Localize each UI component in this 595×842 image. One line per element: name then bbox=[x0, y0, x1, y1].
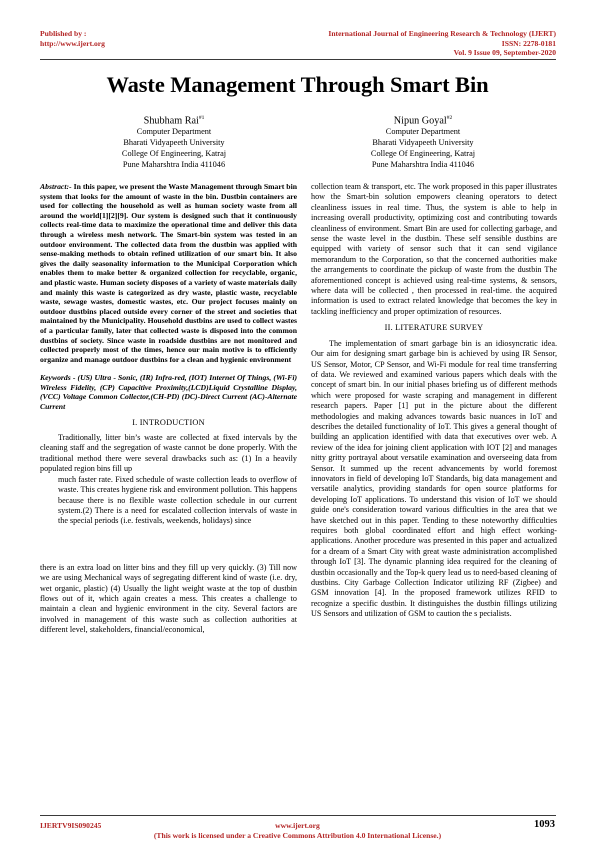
paper-id: IJERTV9IS090245 bbox=[40, 821, 102, 830]
running-header-right bbox=[328, 29, 556, 58]
author-block-2 bbox=[313, 112, 533, 171]
abstract-text: In this paper, we present the Waste Management through Smart bin system that looks for the amount of waste in the bin. Dustbin containers are used for collecting the household as well as human society waste from all around the world[1][2][9]. Our system is designed such that it continuously collects real-time data to maximize the operational time and deliver this data through a wireless mesh network. The Smart-bin system was tested in an outdoor environment. The collected data from the dustbin was applied with sense-making methods to obtain refined utilization of our smart bin. It also gives the daily seasonality information to the Municipal Corporation which enables them to make better & organized collection for recyclable, organic, and plastic waste. Human society disposes of a variety of waste materials daily and mainly this waste is categorized as dry waste, plastic waste, recyclable waste, sewage wastes, domestic wastes, etc. Our project focuses mainly on outdoor dustbins placed outside every corner of the street and societies that maintained by the Municipality. Household dustbins are used to collect wastes of a particular family, later that collected waste is disposed into the common dustbins of society. Since waste in roadside dustbins are not monitored and collected properly most of the times, hence our main motive is to efficiently organize and manage outdoor dustbins for a clean and hygienic environment bbox=[40, 182, 297, 364]
license-note[interactable]: (This work is licensed under a Creative Commons Attribution 4.0 International License.) bbox=[153, 831, 442, 840]
abstract-label: Abstract:- bbox=[40, 182, 72, 191]
author-dept: Computer Department bbox=[385, 127, 461, 137]
footer-center bbox=[0, 821, 595, 841]
author-university: Bharati Vidyapeeth University bbox=[372, 138, 474, 148]
intro-paragraph-4: collection team & transport, etc. The work proposed in this paper illustrates how the Smart-bin solution empowers cleaning operators to detect cleanliness issues in real time. Thus, the system is able to help in increasing overall productivity, optimizing cost and contributing towards cleanliness of environment. Smart Bin are used for collecting garbage, and sense the waste level in the dustbin. These self sensible dustbins are equipped with variety of sensor such that it can send vigilance memorandum to the Corporation, so that the concerned authorities make the arrangements to coordinate the pickup of waste from the dustbin The aforementioned concept is achieved using real-time systems, & sensors, where data will be collected , then processed in real-time. the acquired information is used to extract related knowledge that becomes the key in tackling inefficiency and proper optimization of resources. bbox=[311, 182, 557, 316]
left-column bbox=[40, 182, 297, 636]
intro-paragraph-2: much faster rate. Fixed schedule of waste collection leads to overflow of waste. This creates hygiene risk and environment pollution. This happens because there is no flexible waste collection schedule in our current system.(2) There is a need for escalated collection intervals of waste in the special periods (i.e. festivals, weekends, holidays) since bbox=[58, 474, 297, 526]
paper-title: Waste Management Through Smart Bin bbox=[106, 72, 489, 97]
author-block-1 bbox=[64, 112, 284, 171]
intro-paragraph-3: there is an extra load on litter bins and they fill up very quickly. (3) Till now we are using Mechanical ways of segregating different kind of waste (i.e. dry, wet organic, plastic) (4) Usually the light weight waste at the top of dustbin flows out of it, which again creates a mess. This creates a challenge to maintain a clean and hygienic environment in the city. Several factors are involved in management of this waste such as collection authorities at different level, stakeholders, financial/economical, bbox=[40, 562, 297, 635]
column-gap bbox=[40, 527, 297, 563]
footer-rule bbox=[40, 815, 556, 816]
author-city: Pune Maharshtra India 411046 bbox=[122, 159, 226, 169]
journal-name: International Journal of Engineering Research & Technology (IJERT) bbox=[328, 29, 556, 38]
literature-paragraph: The implementation of smart garbage bin is an idiosyncratic idea. Our aim for designing smart garbage bin is achieved by using IR Sensor, US Sensor, Motor, CP Sensor, and Wi-Fi module for real time transferring of data. We reviewed and examined various papers which deals with the concept of smart bin. In our initial phases briefing us of different methods which were proposed for waste scraping and management in different research papers. Paper [1] put in the picture about the different methodologies and making advances towards basic nuances in IoT and describes the detailed functionality of IoT. This gives a general thought of building an application identified with data that executives over web. A review of the idea for joining client application with IOT [2] and manages nitty gritty portrayal about versatile examination and overseeing data from Sensor. It summed up the recent advancements by world foremost innovators in field of developing IoT Standards, big data management and versatile analytics, providing standards for open source platforms for developing IoT applications. To understand this vision of IoT we should guide one's consideration toward various difficulties in the area that we have sketched out in this paper. Tending to these noteworthy difficulties requires both global coordinated effort and high effect working-applications. Another procedure was presented in this paper and actualized for a dream of a Smart City with great waste administration accomplished through IoT [3]. The dynamic planning idea required for the cleaning of dustbin occasionally and the Top-k query lead us to need-based cleaning of dustbins. City Garbage Collection Indicator utilizing RF (Zigbee) and GSM innovation [4]. In the proposed framework utilizes RFID to recognize a specific dustbin. It distinguishes the dustbin fillings utilizing US Sensors and utilization of GSM to caution the s pecialists. bbox=[311, 338, 557, 619]
header-rule bbox=[40, 59, 556, 60]
issn: ISSN: 2278-0181 bbox=[501, 38, 556, 48]
section-heading-introduction: I. INTRODUCTION bbox=[132, 417, 205, 427]
author-name: Nipun Goyal$^{\#2}$ bbox=[393, 115, 453, 127]
intro-paragraph-1: Traditionally, litter bin’s waste are collected at fixed intervals by the cleaning staff and the segregation of waste cannot be done properly. With the traditional method there were several drawbacks such as: (1) In a heavily populated region bins fill up bbox=[40, 433, 297, 474]
right-column bbox=[311, 182, 557, 620]
author-city: Pune Maharshtra India 411046 bbox=[371, 159, 475, 169]
footer-url[interactable]: www.ijert.org bbox=[275, 821, 320, 830]
abstract bbox=[40, 182, 297, 364]
keywords-label: Keywords - bbox=[40, 373, 76, 383]
section-heading-literature-survey: II. LITERATURE SURVEY bbox=[384, 323, 484, 333]
running-header-left bbox=[40, 29, 105, 48]
author-college: College Of Engineering, Katraj bbox=[121, 148, 227, 158]
publisher-url[interactable]: http://www.ijert.org bbox=[40, 38, 105, 48]
publisher-label: Published by : bbox=[40, 29, 87, 38]
author-name: Shubham Rai$^{\#1}$ bbox=[143, 115, 205, 127]
keywords bbox=[40, 373, 297, 411]
author-college: College Of Engineering, Katraj bbox=[370, 148, 476, 158]
author-dept: Computer Department bbox=[136, 127, 212, 137]
keywords-text: (US) Ultra - Sonic, (IR) Infra-red, (IOT) Internet Of Things, (Wi-Fi) Wireless Fidelity, (CP) Capacitive Proximity,(LCD)Liquid Crystalline Display,(VCC) Voltage Common Collector,(CH-PD) (DC)-Direct Current (AC)-Alternate Current bbox=[40, 373, 298, 412]
author-university: Bharati Vidyapeeth University bbox=[123, 138, 225, 148]
volume-issue: Vol. 9 Issue 09, September-2020 bbox=[453, 48, 556, 57]
page-number: 1093 bbox=[534, 819, 555, 830]
